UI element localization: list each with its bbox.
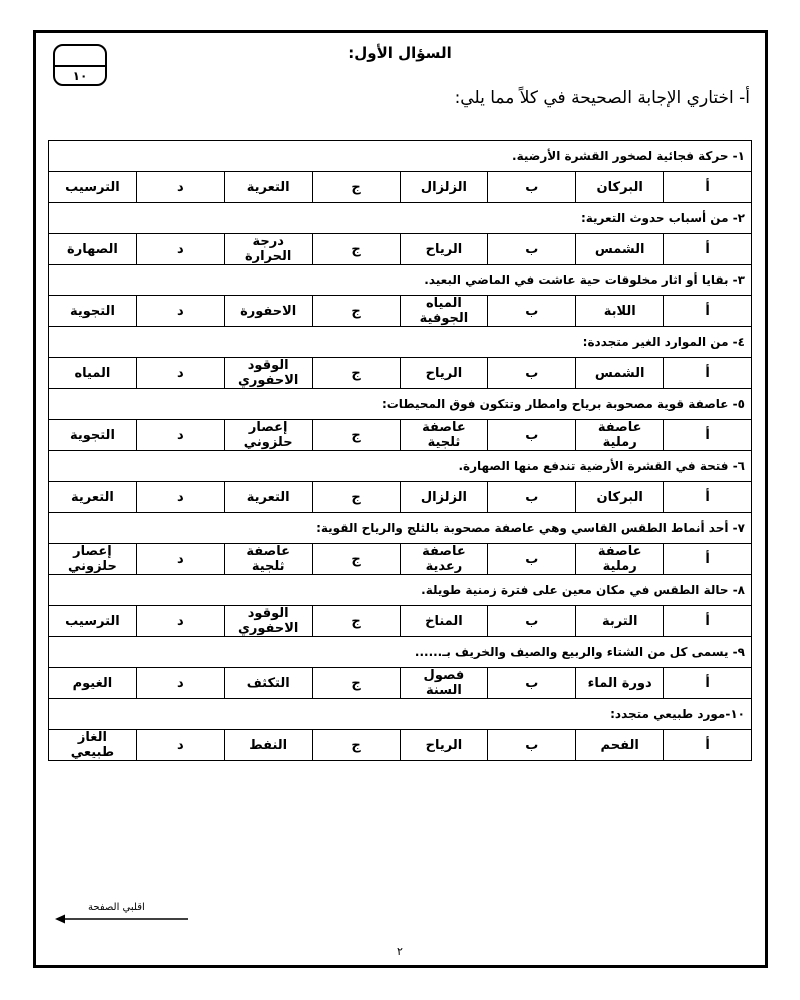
option-letter: ج	[312, 668, 400, 699]
option-text: المياه	[49, 358, 137, 389]
option-letter: ج	[312, 358, 400, 389]
option-letter: د	[136, 172, 224, 203]
option-letter: أ	[664, 544, 752, 575]
option-letter: ب	[488, 544, 576, 575]
options-row	[49, 668, 752, 699]
option-text: التكثف	[224, 668, 312, 699]
question-title: السؤال الأول:	[348, 44, 452, 62]
options-row	[49, 172, 752, 203]
turn-page-note: اقلبي الصفحة	[88, 902, 145, 913]
option-text: الوقود الاحفوري	[224, 358, 312, 389]
question-stem: ٨- حالة الطقس في مكان معين على فترة زمنية طويلة.	[49, 575, 752, 606]
question-stem-row	[49, 637, 752, 668]
option-letter: ب	[488, 482, 576, 513]
option-text: عاصفة رملية	[576, 420, 664, 451]
option-text: الشمس	[576, 358, 664, 389]
questions-table	[48, 140, 752, 761]
option-letter: ج	[312, 544, 400, 575]
question-stem: ١- حركة فجائية لصخور القشرة الأرضية.	[49, 141, 752, 172]
options-row	[49, 482, 752, 513]
option-letter: ب	[488, 606, 576, 637]
option-text: البركان	[576, 172, 664, 203]
option-letter: ج	[312, 482, 400, 513]
option-letter: د	[136, 668, 224, 699]
option-letter: د	[136, 544, 224, 575]
question-stem-row	[49, 575, 752, 606]
option-letter: ج	[312, 296, 400, 327]
options-row	[49, 420, 752, 451]
question-stem-row	[49, 389, 752, 420]
option-letter: ب	[488, 358, 576, 389]
option-text: التعرية	[49, 482, 137, 513]
question-stem: ٦- فتحة في القشرة الأرضية تندفع منها الصهارة.	[49, 451, 752, 482]
option-text: دورة الماء	[576, 668, 664, 699]
question-stem-row	[49, 699, 752, 730]
options-row	[49, 358, 752, 389]
option-text: الزلزال	[400, 482, 488, 513]
option-letter: أ	[664, 482, 752, 513]
question-stem: ١٠-مورد طبيعي متجدد:	[49, 699, 752, 730]
option-text: التجوية	[49, 420, 137, 451]
question-instruction: أ- اختاري الإجابة الصحيحة في كلاً مما يلي:	[454, 88, 750, 108]
option-text: عاصفة ثلجية	[400, 420, 488, 451]
option-text: عاصفة ثلجية	[224, 544, 312, 575]
arrow-left-icon	[55, 913, 190, 925]
option-letter: ج	[312, 606, 400, 637]
option-letter: أ	[664, 730, 752, 761]
option-text: الترسيب	[49, 606, 137, 637]
option-letter: أ	[664, 172, 752, 203]
option-text: الرياح	[400, 234, 488, 265]
option-text: اللابة	[576, 296, 664, 327]
option-text: الصهارة	[49, 234, 137, 265]
question-stem: ٤- من الموارد الغير متجددة:	[49, 327, 752, 358]
option-text: النفط	[224, 730, 312, 761]
option-letter: ب	[488, 234, 576, 265]
option-text: إعصار حلزوني	[224, 420, 312, 451]
options-row	[49, 296, 752, 327]
question-stem-row	[49, 203, 752, 234]
option-letter: ب	[488, 420, 576, 451]
option-letter: أ	[664, 668, 752, 699]
option-text: الشمس	[576, 234, 664, 265]
option-letter: د	[136, 358, 224, 389]
option-letter: ب	[488, 668, 576, 699]
option-text: الوقود الاحفوري	[224, 606, 312, 637]
option-text: درجة الحرارة	[224, 234, 312, 265]
option-text: الاحفورة	[224, 296, 312, 327]
option-letter: ب	[488, 296, 576, 327]
question-stem: ٥- عاصفة قوية مصحوبة برياح وامطار وتتكون فوق المحيطات:	[49, 389, 752, 420]
question-stem-row	[49, 265, 752, 296]
question-stem: ٩- يسمى كل من الشتاء والربيع والصيف والخريف بـ......	[49, 637, 752, 668]
option-letter: د	[136, 420, 224, 451]
option-letter: ج	[312, 420, 400, 451]
option-text: التعرية	[224, 172, 312, 203]
question-stem-row	[49, 141, 752, 172]
option-text: البركان	[576, 482, 664, 513]
option-letter: أ	[664, 296, 752, 327]
option-letter: ب	[488, 172, 576, 203]
option-text: التربة	[576, 606, 664, 637]
option-text: الزلزال	[400, 172, 488, 203]
option-text: التعرية	[224, 482, 312, 513]
option-text: الغيوم	[49, 668, 137, 699]
option-letter: د	[136, 234, 224, 265]
options-row	[49, 544, 752, 575]
option-letter: أ	[664, 234, 752, 265]
options-row	[49, 730, 752, 761]
option-text: المياه الجوفية	[400, 296, 488, 327]
option-letter: ج	[312, 730, 400, 761]
option-letter: ج	[312, 234, 400, 265]
option-text: الترسيب	[49, 172, 137, 203]
options-row	[49, 234, 752, 265]
option-text: الفحم	[576, 730, 664, 761]
option-letter: ب	[488, 730, 576, 761]
option-text: الرياح	[400, 730, 488, 761]
option-letter: ج	[312, 172, 400, 203]
option-text: عاصفة رعدية	[400, 544, 488, 575]
option-letter: أ	[664, 606, 752, 637]
option-text: إعصار حلزوني	[49, 544, 137, 575]
score-value: ١٠	[72, 69, 88, 83]
question-stem: ٣- بقايا أو اثار مخلوقات حية عاشت في الماضي البعيد.	[49, 265, 752, 296]
option-text: المناخ	[400, 606, 488, 637]
option-text: عاصفة رملية	[576, 544, 664, 575]
score-box	[53, 44, 107, 86]
question-stem-row	[49, 327, 752, 358]
option-letter: د	[136, 730, 224, 761]
option-text: فصول السنة	[400, 668, 488, 699]
option-letter: د	[136, 296, 224, 327]
option-text: الرياح	[400, 358, 488, 389]
question-stem: ٢- من أسباب حدوث التعرية:	[49, 203, 752, 234]
question-stem: ٧- أحد أنماط الطقس القاسي وهي عاصفة مصحوبة بالثلج والرياح القوية:	[49, 513, 752, 544]
option-letter: د	[136, 482, 224, 513]
option-text: التجوية	[49, 296, 137, 327]
options-row	[49, 606, 752, 637]
option-letter: أ	[664, 420, 752, 451]
page-number: ٢	[397, 945, 403, 958]
option-letter: أ	[664, 358, 752, 389]
question-stem-row	[49, 513, 752, 544]
option-letter: د	[136, 606, 224, 637]
option-text: الغاز طبيعي	[49, 730, 137, 761]
question-stem-row	[49, 451, 752, 482]
